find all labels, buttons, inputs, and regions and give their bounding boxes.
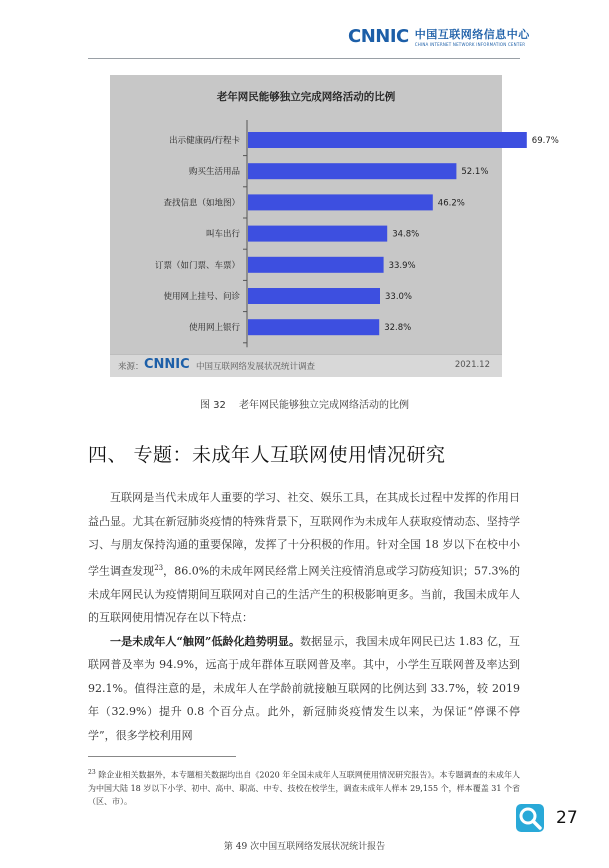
category-label: 订票（如门票、车票） <box>154 260 240 271</box>
bar <box>248 194 433 210</box>
bar-chart <box>110 75 559 354</box>
logo-text <box>415 26 530 47</box>
footnote-mark: 23 <box>88 769 96 776</box>
body-text <box>88 486 520 747</box>
source-logo: CNNIC <box>144 357 190 372</box>
chart-source-bar <box>110 354 502 377</box>
logo-cn: 中国互联网络信息中心 <box>414 28 530 41</box>
value-label: 33.9% <box>388 260 416 271</box>
value-label: 33.0% <box>385 292 413 302</box>
footnote <box>88 766 520 808</box>
value-label: 52.1% <box>461 167 489 178</box>
category-label: 使用网上银行 <box>188 323 240 334</box>
bar <box>248 163 456 179</box>
paragraph-1-text: 互联网是当代未成年人重要的学习、社交、娱乐工具，在其成长过程中发挥的作用日益凸显。尤其在新冠肺炎疫情的特殊背景下，互联网作为未成年人获取疫情动态、坚持学习、与朋友保持沟通的重要保障，发挥了十分积极的作用。针对全国 18 岁以下在校中小学生调查发现 <box>88 491 520 578</box>
bar <box>248 226 387 242</box>
bar <box>248 288 380 304</box>
category-label: 使用网上挂号、问诊 <box>163 292 240 302</box>
category-label: 查找信息（如地图） <box>163 198 240 209</box>
paragraph-1 <box>88 486 520 630</box>
source-org: 中国互联网络发展状况统计调查 <box>196 362 316 372</box>
report-title: 第 49 次中国互联网络发展状况统计报告 <box>223 842 386 852</box>
value-label: 32.8% <box>384 323 412 334</box>
bar <box>248 257 384 273</box>
value-label: 34.8% <box>392 229 420 240</box>
search-icon <box>515 803 545 833</box>
paragraph-2-lead: 一是未成年人“触网”低龄化趋势明显。 <box>110 634 301 648</box>
category-label: 购买生活用品 <box>188 167 240 178</box>
source-label: 来源： <box>118 362 144 372</box>
paragraph-1-rest: ，86.0%的未成年网民经常上网关注疫情消息或学习防疫知识；57.3%的未成年网民认为疫情期间互联网对自己的生活产生的积极影响更多。当前，我国未成年人的互联网使用情况存在以下特点： <box>88 564 520 625</box>
figure-caption-text: 老年网民能够独立完成网络活动的比例 <box>239 400 410 411</box>
cnnic-logo <box>348 26 530 47</box>
section-heading: 四、 专题：未成年人互联网使用情况研究 <box>88 444 446 466</box>
value-label: 46.2% <box>437 198 465 209</box>
paragraph-2 <box>88 630 520 748</box>
logo-mark: CNNIC <box>348 26 409 47</box>
logo-en: CHINA INTERNET NETWORK INFORMATION CENTER <box>414 42 526 47</box>
page-number: 27 <box>556 808 578 828</box>
figure-number: 图 32 <box>199 400 226 411</box>
bar <box>248 132 527 148</box>
category-label: 叫车出行 <box>205 229 240 240</box>
figure-caption <box>0 396 609 411</box>
footnote-rule <box>88 756 236 757</box>
chart-title: 老年网民能够独立完成网络活动的比例 <box>216 91 396 103</box>
chart-figure <box>110 75 559 377</box>
paragraph-2-text: 数据显示，我国未成年网民已达 1.83 亿，互联网普及率为 94.9%，远高于成年群体互联网普及率。其中，小学生互联网普及率达到 92.1%。值得注意的是，未成年人在学龄前就接触互联网的比例达到 33.7%，较 2019 年（32.9%）提升 0.8 个百分点。此外，新冠肺炎疫情发生以来，为保证“停课不停学”，很多学校利用网 <box>88 634 521 742</box>
source-date: 2021.12 <box>454 360 490 370</box>
footnote-text: 除企业相关数据外，本专题相关数据均出自《2020 年全国未成年人互联网使用情况研究报告》。本专题调查的未成年人为中国大陆 18 岁以下小学、初中、高中、职高、中专、技校在校学生，调查未成年人样本 29,155 个，样本覆盖 31 个省（区、市）。 <box>88 770 520 806</box>
bar <box>248 319 379 335</box>
category-label: 出示健康码/行程卡 <box>169 136 240 146</box>
header-rule <box>88 58 520 59</box>
footnote-ref[interactable]: 23 <box>154 563 164 572</box>
value-label: 69.7% <box>531 136 559 146</box>
